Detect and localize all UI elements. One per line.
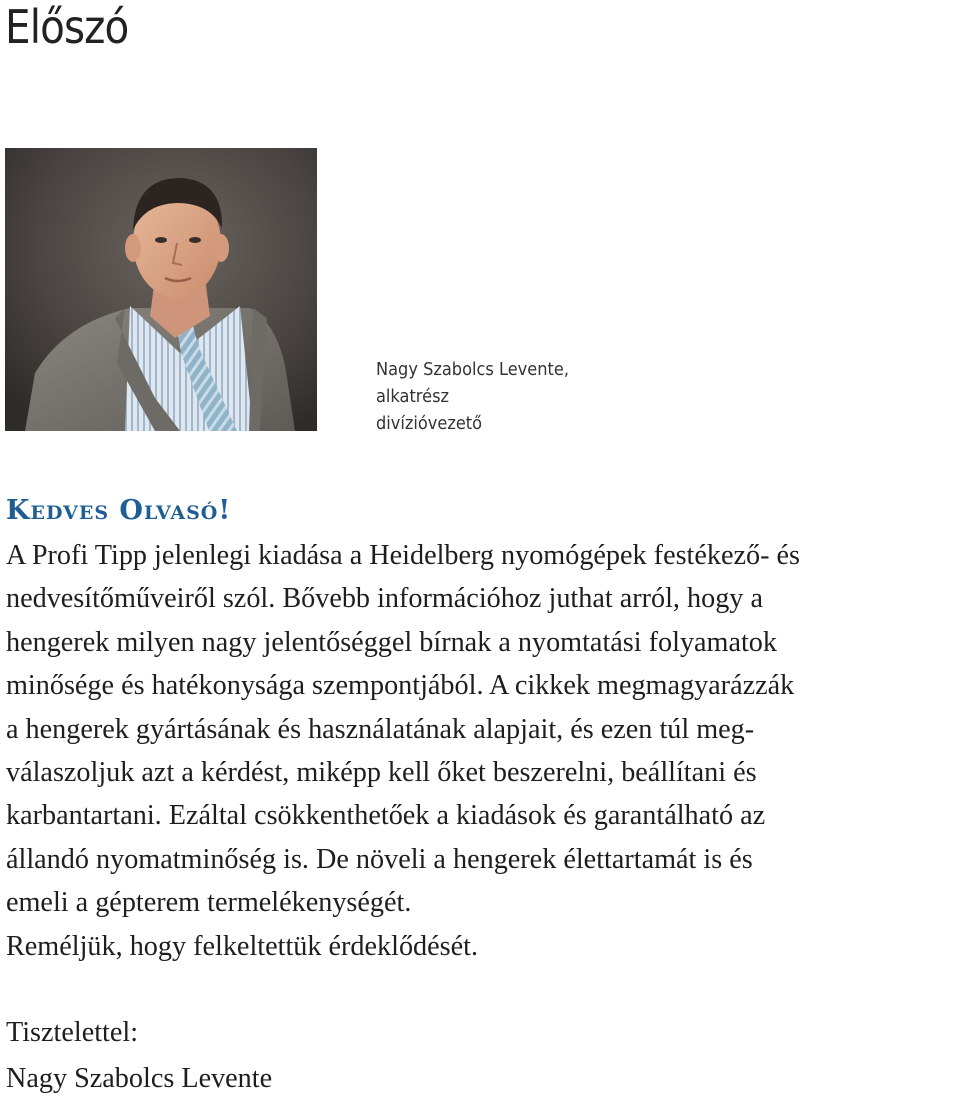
signature-name: Nagy Szabolcs Levente bbox=[6, 1063, 273, 1094]
body-line: emeli a gépterem termelékenységét. bbox=[6, 887, 412, 919]
caption-role-line1: alkatrész bbox=[376, 386, 450, 407]
photo-caption bbox=[376, 356, 569, 437]
body-line: karbantartani. Ezáltal csökkenthetőek a kiadások és garantálható az bbox=[6, 800, 766, 832]
body-line: a hengerek gyártásának és használatának alapjait, és ezen túl meg- bbox=[6, 713, 755, 745]
closing-salutation: Tisztelettel: bbox=[6, 1017, 139, 1048]
letter-body bbox=[6, 534, 960, 968]
body-line: Reméljük, hogy felkeltettük érdeklődését. bbox=[6, 930, 479, 962]
body-line: hengerek milyen nagy jelentőséggel bírnak a nyomtatási folyamatok bbox=[6, 626, 777, 658]
page-title: Előszó bbox=[5, 0, 129, 54]
greeting-heading: Kedves Olvasó! bbox=[6, 495, 232, 526]
caption-name: Nagy Szabolcs Levente, bbox=[376, 359, 569, 380]
body-line: válaszoljuk azt a kérdést, miképp kell őket beszerelni, beállítani és bbox=[6, 757, 757, 789]
caption-role-line2: divízióvezető bbox=[376, 413, 483, 434]
letter-closing bbox=[6, 1010, 272, 1102]
author-portrait bbox=[5, 148, 317, 431]
body-line: nedvesítőműveiről szól. Bővebb információhoz juthat arról, hogy a bbox=[6, 583, 763, 615]
body-line: A Profi Tipp jelenlegi kiadása a Heidelberg nyomógépek festékező- és bbox=[6, 540, 801, 571]
body-line: minősége és hatékonysága szempontjából. A cikkek megmagyarázzák bbox=[6, 670, 795, 702]
body-line: állandó nyomatminőség is. De növeli a hengerek élettartamát is és bbox=[6, 843, 753, 875]
